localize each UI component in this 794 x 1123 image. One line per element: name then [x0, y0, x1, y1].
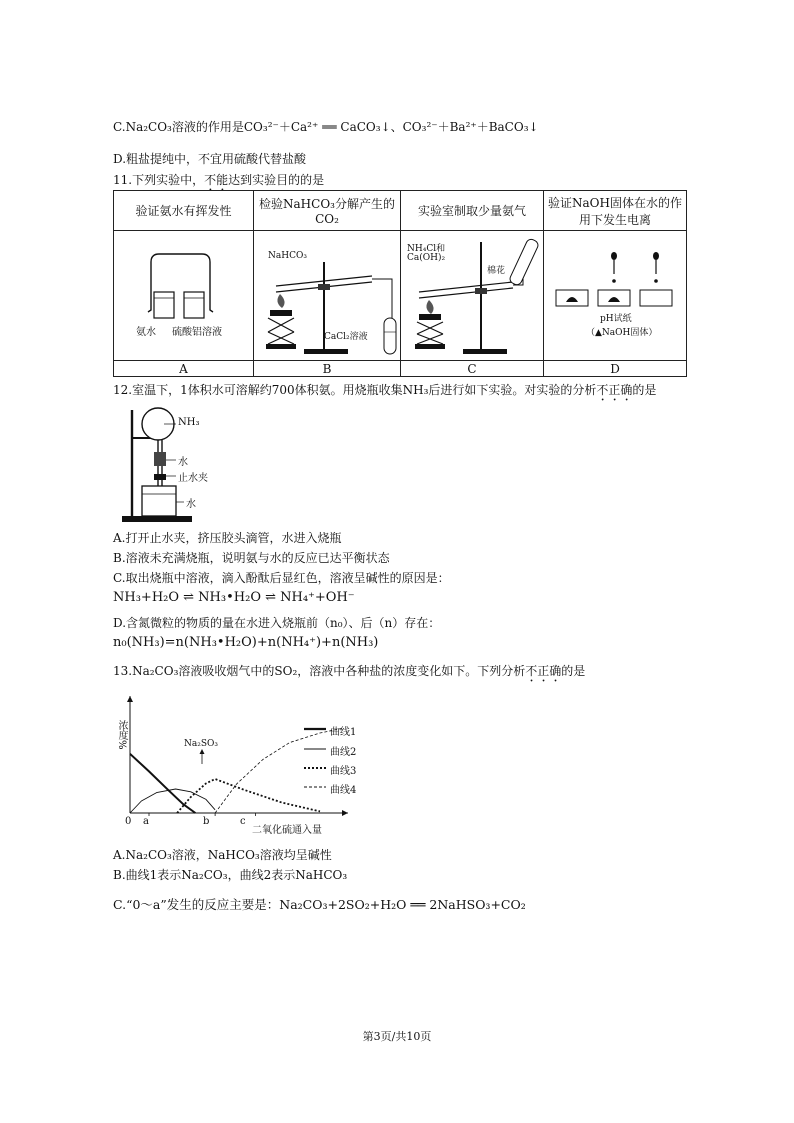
label-nh4cl: NH₄Cl和 [407, 244, 446, 254]
q12-suffix: 的是 [632, 383, 657, 397]
option-d-salt: D.粗盐提纯中，不宜用硫酸代替盐酸 [113, 152, 307, 166]
question-11-table [113, 190, 687, 377]
header-d: 验证NaOH固体在水的作用下发生电离 [544, 191, 687, 231]
q13-suffix: 的是 [561, 664, 586, 678]
legend-swatches [302, 722, 332, 802]
tick-c: c [240, 816, 246, 827]
chart-ylabel: 浓度% [116, 720, 127, 750]
label-caoh2: Ca(OH)₂ [407, 253, 446, 263]
label-ammonia: 氨水 [136, 327, 156, 338]
q12-option-d: D.含氮微粒的物质的量在水进入烧瓶前（n₀）、后（n）存在： [113, 616, 441, 630]
legend-label-3: 曲线3 [330, 766, 357, 777]
series-line-2 [130, 789, 215, 813]
option-c-na2co3: C.Na₂CO₃溶液的作用是CO₃²⁻＋Ca²⁺ ══ CaCO₃↓、CO₃²⁻＋Ba²⁺＋BaCO₃↓ [113, 120, 539, 134]
tick-0: 0 [125, 816, 132, 827]
q11-emphasis: 不能 [204, 173, 229, 187]
label-nh3: NH₃ [178, 417, 200, 428]
legend-label-2: 曲线2 [330, 747, 357, 758]
chart-xlabel: 二氧化硫通入量 [252, 825, 322, 836]
label-nahco3: NaHCO₃ [268, 251, 307, 261]
q12-c-formula: NH₃+H₂O ⇌ NH₃•H₂O ⇌ NH₄⁺+OH⁻ [113, 590, 355, 605]
header-a: 验证氨水有挥发性 [114, 191, 254, 231]
cell-b-figure [254, 231, 401, 361]
label-naoh-solid: （▲NaOH固体） [586, 328, 658, 338]
q13-prefix: 13.Na₂CO₃溶液吸收烟气中的SO₂，溶液中各种盐的浓度变化如下。下列分析 [113, 664, 526, 678]
q12-emphasis: 不正确 [596, 383, 633, 397]
ph-paper-figure [544, 232, 686, 360]
label-clamp: 止水夹 [178, 473, 208, 484]
q11-prefix: 11.下列实验中， [113, 173, 205, 187]
q11-suffix: 达到实验目的的是 [228, 173, 325, 187]
label-water-bottom: 水 [186, 499, 196, 510]
question-13-stem [113, 662, 585, 685]
page-footer: 第3页/共10页 [362, 1030, 432, 1043]
q13-option-b: B.曲线1表示Na₂CO₃，曲线2表示NaHCO₃ [113, 868, 348, 882]
q12-prefix: 12.室温下，1体积水可溶解约700体积氨。用烧瓶收集NH₃后进行如下实验。对实验的分析 [113, 383, 597, 397]
legend-label-4: 曲线4 [330, 785, 357, 796]
label-ph-paper: pH试纸 [600, 314, 632, 324]
chart-annotation: Na₂SO₃ [184, 739, 219, 749]
q12-option-c: C.取出烧瓶中溶液，滴入酚酞后显红色，溶液呈碱性的原因是： [113, 571, 450, 585]
option-c-label: C [401, 361, 544, 377]
option-b-label: B [254, 361, 401, 377]
q13-option-a: A.Na₂CO₃溶液，NaHCO₃溶液均呈碱性 [113, 848, 332, 862]
annotation-arrowhead [200, 749, 205, 754]
header-b: 检验NaHCO₃分解产生的CO₂ [254, 191, 401, 231]
label-cacl2-solution: CaCl₂溶液 [324, 332, 368, 342]
cell-d-figure [544, 231, 687, 361]
cell-c-figure [401, 231, 544, 361]
label-alum-solution: 硫酸铝溶液 [172, 327, 222, 338]
tick-b: b [203, 816, 210, 827]
tick-a: a [143, 816, 149, 827]
label-cotton: 棉花 [487, 266, 506, 276]
legend-label-1: 曲线1 [330, 727, 357, 738]
x-axis-arrow [342, 810, 348, 816]
question-12-stem [113, 381, 656, 404]
q12-option-a: A.打开止水夹，挤压胶头滴管，水进入烧瓶 [113, 531, 342, 545]
q12-option-b: B.溶液未充满烧瓶，说明氨与水的反应已达平衡状态 [113, 551, 390, 565]
q12-d-formula: n₀(NH₃)=n(NH₃•H₂O)+n(NH₄⁺)+n(NH₃) [113, 635, 379, 650]
cell-a-figure [114, 231, 254, 361]
option-d-label: D [544, 361, 687, 377]
header-c: 实验室制取少量氨气 [401, 191, 544, 231]
q13-emphasis: 不正确 [525, 664, 562, 678]
label-water-top: 水 [178, 457, 188, 468]
chart-legend [302, 722, 382, 802]
ammonia-beakers-figure [114, 232, 252, 360]
option-a-label: A [114, 361, 254, 377]
q13-option-c: C.“0～a”发生的反应主要是：Na₂CO₃+2SO₂+H₂O ══ 2NaHSO₃+CO₂ [113, 897, 526, 912]
q12-fountain-figure [118, 402, 258, 526]
y-axis-arrow [127, 696, 133, 702]
